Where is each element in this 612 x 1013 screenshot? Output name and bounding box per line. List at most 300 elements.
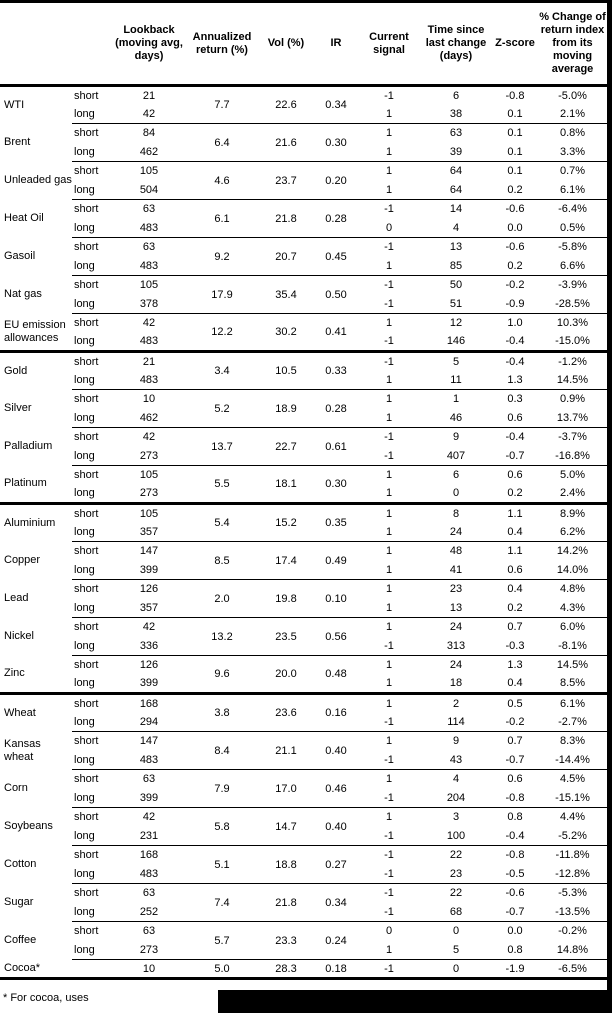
pct-change-cell: 14.8% [556, 943, 589, 956]
annualized-return-cell: 5.1 [186, 846, 258, 884]
pct-change-cell: -6.5% [538, 960, 607, 979]
signal-cell: 1 [385, 525, 393, 538]
leg-cell: long [74, 829, 95, 842]
zscore-cell: -0.6 [492, 238, 538, 257]
pct-change-cell: 14.0% [556, 563, 589, 576]
lookback-cell: 273 [139, 449, 159, 462]
commodity-name-cell: Cocoa* [4, 961, 41, 974]
annualized-return-cell: 5.7 [186, 922, 258, 960]
pct-change-cell: -15.0% [555, 335, 590, 348]
leg-cell: long [74, 791, 95, 804]
pct-change-cell: 6.0% [538, 618, 607, 637]
lookback-cell: 504 [139, 183, 159, 196]
time-since-change-cell: 68 [449, 905, 463, 918]
leg-cell: short [72, 124, 112, 143]
lookback-cell: 42 [112, 808, 186, 827]
time-since-change-cell: 24 [420, 618, 492, 637]
signal-cell: 1 [358, 542, 420, 561]
lookback-cell: 294 [139, 715, 159, 728]
annualized-return-cell: 12.2 [186, 314, 258, 352]
leg-cell: short [72, 580, 112, 599]
signal-cell: 1 [385, 411, 393, 424]
commodity-name-cell: WTI [0, 86, 72, 124]
zscore-cell: 1.1 [492, 542, 538, 561]
commodity-name-cell: Copper [4, 554, 41, 566]
zscore-cell: 0.7 [492, 732, 538, 751]
leg-cell: long [74, 297, 95, 310]
pct-change-cell: -28.5% [555, 297, 590, 310]
table-row [0, 238, 607, 257]
leg-cell: short [72, 732, 112, 751]
signal-cell: 1 [385, 943, 393, 956]
signal-cell: -1 [358, 86, 420, 105]
vol-cell: 20.7 [258, 238, 314, 276]
signal-cell: 1 [358, 124, 420, 143]
time-since-change-cell: 41 [449, 563, 463, 576]
time-since-change-cell: 0 [420, 922, 492, 941]
lookback-cell: 399 [139, 677, 159, 690]
signal-cell: 1 [358, 694, 420, 713]
time-since-change-cell: 85 [449, 259, 463, 272]
pct-change-cell: 6.1% [538, 694, 607, 713]
signal-cell: 1 [358, 504, 420, 523]
time-since-change-cell: 63 [420, 124, 492, 143]
lookback-cell: 84 [112, 124, 186, 143]
leg-cell: long [74, 753, 95, 766]
leg-cell: long [74, 373, 95, 386]
lookback-cell: 42 [112, 428, 186, 447]
leg-cell: long [74, 601, 95, 614]
annualized-return-cell: 7.4 [186, 884, 258, 922]
leg-cell: short [72, 162, 112, 181]
time-since-change-cell: 114 [447, 715, 465, 728]
signal-cell: 1 [358, 656, 420, 675]
redacted-block [218, 990, 612, 1013]
pct-change-cell: 8.3% [538, 732, 607, 751]
pct-change-cell: 0.8% [538, 124, 607, 143]
table-row [0, 428, 607, 447]
ir-cell: 0.16 [314, 694, 358, 732]
pct-change-cell: 6.1% [559, 183, 586, 196]
signal-cell: -1 [384, 905, 394, 918]
zscore-cell: -0.3 [505, 639, 525, 652]
table-row [0, 808, 607, 827]
annualized-return-cell: 5.8 [186, 808, 258, 846]
ir-cell: 0.24 [314, 922, 358, 960]
zscore-cell: 0.0 [492, 922, 538, 941]
header-annualized-return: Annualized return (%) [186, 2, 258, 86]
pct-change-cell: -15.1% [555, 791, 590, 804]
table-row [0, 656, 607, 675]
zscore-cell: -0.4 [505, 829, 525, 842]
pct-change-cell: -3.9% [538, 276, 607, 295]
time-since-change-cell: 5 [452, 943, 460, 956]
time-since-change-cell: 5 [420, 352, 492, 371]
lookback-cell: 168 [112, 694, 186, 713]
zscore-cell: 0.2 [507, 487, 523, 500]
table-row [0, 390, 607, 409]
leg-cell: long [74, 145, 95, 158]
lookback-cell: 126 [112, 656, 186, 675]
leg-cell: long [74, 677, 95, 690]
leg-cell: short [72, 314, 112, 333]
zscore-cell: -0.4 [492, 428, 538, 447]
signal-cell: -1 [358, 352, 420, 371]
table-row [0, 770, 607, 789]
commodity-name-cell: Unleaded gas [4, 174, 72, 186]
lookback-cell: 483 [139, 259, 159, 272]
signal-cell: 1 [385, 677, 393, 690]
lookback-cell: 105 [112, 162, 186, 181]
zscore-cell: -0.2 [492, 276, 538, 295]
pct-change-cell: 14.5% [556, 373, 589, 386]
signal-cell: 1 [385, 183, 393, 196]
header-zscore: Z-score [492, 2, 538, 86]
table-row [0, 162, 607, 181]
leg-cell: short [72, 694, 112, 713]
pct-change-cell: 4.3% [559, 601, 586, 614]
ir-cell: 0.45 [314, 238, 358, 276]
commodity-name-cell: EU emission allowances [4, 318, 66, 344]
signal-cell: 1 [358, 390, 420, 409]
time-since-change-cell: 3 [420, 808, 492, 827]
pct-change-cell: -13.5% [555, 905, 590, 918]
vol-cell: 20.0 [258, 656, 314, 694]
time-since-change-cell: 43 [449, 753, 463, 766]
signal-cell: 1 [385, 259, 393, 272]
lookback-cell: 126 [112, 580, 186, 599]
table-row [0, 200, 607, 219]
lookback-cell: 462 [139, 411, 159, 424]
lookback-cell: 462 [139, 145, 159, 158]
lookback-cell: 63 [112, 884, 186, 903]
footnote-strip [0, 988, 612, 1013]
table-row [0, 276, 607, 295]
leg-cell: long [74, 221, 95, 234]
lookback-cell: 147 [112, 542, 186, 561]
time-since-change-cell: 9 [420, 732, 492, 751]
annualized-return-cell: 6.4 [186, 124, 258, 162]
commodity-name-cell: Corn [4, 782, 28, 794]
time-since-change-cell: 23 [449, 867, 463, 880]
header-current-signal: Current signal [358, 2, 420, 86]
lookback-cell: 21 [112, 86, 186, 105]
header-ir: IR [314, 2, 358, 86]
pct-change-cell: 5.0% [538, 466, 607, 485]
signal-cell: 1 [358, 162, 420, 181]
leg-cell: short [72, 428, 112, 447]
signal-cell: 1 [385, 145, 393, 158]
pct-change-cell: 6.6% [559, 259, 586, 272]
commodity-name-cell: Gasoil [4, 250, 36, 262]
lookback-cell: 42 [142, 107, 156, 120]
pct-change-cell: -5.0% [538, 86, 607, 105]
ir-cell: 0.40 [314, 732, 358, 770]
signal-cell: 1 [385, 563, 393, 576]
signal-cell: 1 [358, 314, 420, 333]
signal-cell: -1 [358, 238, 420, 257]
table-row [0, 884, 607, 903]
table-row [0, 694, 607, 713]
leg-cell: long [74, 183, 95, 196]
ir-cell: 0.33 [314, 352, 358, 390]
leg-cell: short [72, 352, 112, 371]
leg-cell: short [72, 922, 112, 941]
leg-cell: short [72, 542, 112, 561]
pct-change-cell: 6.2% [559, 525, 586, 538]
signal-cell: -1 [384, 449, 394, 462]
signal-cell: -1 [384, 335, 394, 348]
ir-cell: 0.40 [314, 808, 358, 846]
table-row [0, 504, 607, 523]
annualized-return-cell: 5.4 [186, 504, 258, 542]
vol-cell: 35.4 [258, 276, 314, 314]
leg-cell: short [72, 846, 112, 865]
zscore-cell: 0.1 [492, 124, 538, 143]
lookback-cell: 483 [139, 221, 159, 234]
zscore-cell: 0.1 [492, 162, 538, 181]
ir-cell: 0.50 [314, 276, 358, 314]
signal-cell: 1 [358, 618, 420, 637]
time-since-change-cell: 22 [420, 884, 492, 903]
signal-cell: 0 [358, 922, 420, 941]
zscore-cell: 0.6 [492, 770, 538, 789]
zscore-cell: 1.3 [507, 373, 523, 386]
vol-cell: 17.4 [258, 542, 314, 580]
time-since-change-cell: 12 [420, 314, 492, 333]
signal-cell: -1 [358, 428, 420, 447]
vol-cell: 21.6 [258, 124, 314, 162]
time-since-change-cell: 48 [420, 542, 492, 561]
signal-cell: 1 [358, 770, 420, 789]
table-row [0, 124, 607, 143]
pct-change-cell: 2.1% [559, 107, 586, 120]
time-since-change-cell: 1 [420, 390, 492, 409]
time-since-change-cell: 24 [420, 656, 492, 675]
zscore-cell: 1.0 [492, 314, 538, 333]
signal-cell: -1 [384, 753, 394, 766]
pct-change-cell: -11.8% [538, 846, 607, 865]
pct-change-cell: 8.5% [559, 677, 586, 690]
leg-cell: long [74, 563, 95, 576]
commodity-name-cell: Cotton [4, 858, 37, 870]
zscore-cell: -0.9 [505, 297, 525, 310]
table-row [0, 732, 607, 751]
signal-cell: 1 [358, 732, 420, 751]
commodity-name-cell: Gold [0, 352, 72, 390]
signal-cell: 0 [385, 221, 393, 234]
header-time-since-change: Time since last change (days) [420, 2, 492, 86]
lookback-cell: 357 [139, 601, 159, 614]
lookback-cell: 105 [112, 276, 186, 295]
vol-cell: 22.6 [258, 86, 314, 124]
lookback-cell: 42 [112, 618, 186, 637]
ir-cell: 0.34 [314, 86, 358, 124]
annualized-return-cell: 7.7 [186, 86, 258, 124]
zscore-cell: 0.4 [507, 525, 523, 538]
vol-cell: 14.7 [258, 808, 314, 846]
signal-cell: -1 [358, 846, 420, 865]
signal-cell: -1 [358, 276, 420, 295]
table-row [0, 960, 607, 979]
annualized-return-cell: 2.0 [186, 580, 258, 618]
ir-cell: 0.46 [314, 770, 358, 808]
table-body [0, 86, 607, 979]
leg-cell: short [72, 276, 112, 295]
pct-change-cell: -14.4% [555, 753, 590, 766]
zscore-cell: -0.8 [492, 86, 538, 105]
leg-cell: short [72, 808, 112, 827]
leg-cell: short [72, 86, 112, 105]
lookback-cell: 10 [112, 960, 186, 979]
header-row [0, 2, 607, 86]
time-since-change-cell: 11 [450, 373, 462, 386]
zscore-cell: 0.1 [507, 145, 523, 158]
pct-change-cell: -6.4% [538, 200, 607, 219]
pct-change-cell: -12.8% [555, 867, 590, 880]
ir-cell: 0.30 [314, 124, 358, 162]
pct-change-cell: 0.9% [538, 390, 607, 409]
time-since-change-cell: 64 [449, 183, 463, 196]
header-vol: Vol (%) [258, 2, 314, 86]
lookback-cell: 63 [112, 200, 186, 219]
lookback-cell: 10 [112, 390, 186, 409]
signal-cell: -1 [384, 791, 394, 804]
vol-cell: 23.6 [258, 694, 314, 732]
time-since-change-cell: 0 [452, 487, 460, 500]
annualized-return-cell: 3.8 [186, 694, 258, 732]
signal-cell: 1 [385, 487, 393, 500]
time-since-change-cell: 18 [449, 677, 463, 690]
annualized-return-cell: 13.7 [186, 428, 258, 466]
commodity-name-cell: Brent [4, 136, 31, 148]
pct-change-cell: -0.2% [538, 922, 607, 941]
pct-change-cell: -5.8% [538, 238, 607, 257]
zscore-cell: 0.8 [507, 943, 523, 956]
time-since-change-cell: 6 [420, 86, 492, 105]
ir-cell: 0.48 [314, 656, 358, 694]
commodity-name-cell: Nickel [4, 630, 34, 642]
ir-cell: 0.49 [314, 542, 358, 580]
annualized-return-cell: 5.0 [186, 960, 258, 979]
annualized-return-cell: 6.1 [186, 200, 258, 238]
time-since-change-cell: 22 [420, 846, 492, 865]
annualized-return-cell: 4.6 [186, 162, 258, 200]
leg-cell: long [74, 335, 95, 348]
commodity-name-cell: Silver [4, 402, 32, 414]
zscore-cell: -0.6 [492, 884, 538, 903]
annualized-return-cell: 8.5 [186, 542, 258, 580]
commodity-name-cell: Palladium [4, 440, 53, 452]
commodity-name-cell: Heat Oil [4, 212, 44, 224]
pct-change-cell: -8.1% [558, 639, 587, 652]
leg-cell [72, 960, 112, 979]
ir-cell: 0.35 [314, 504, 358, 542]
leg-cell: long [74, 259, 95, 272]
annualized-return-cell: 9.2 [186, 238, 258, 276]
zscore-cell: 0.6 [507, 563, 523, 576]
time-since-change-cell: 39 [449, 145, 463, 158]
time-since-change-cell: 64 [420, 162, 492, 181]
leg-cell: short [72, 238, 112, 257]
vol-cell: 19.8 [258, 580, 314, 618]
pct-change-cell: 4.4% [538, 808, 607, 827]
time-since-change-cell: 46 [449, 411, 463, 424]
vol-cell: 23.7 [258, 162, 314, 200]
zscore-cell: 0.2 [507, 183, 523, 196]
pct-change-cell: 0.7% [538, 162, 607, 181]
lookback-cell: 63 [112, 238, 186, 257]
annualized-return-cell: 9.6 [186, 656, 258, 694]
lookback-cell: 252 [139, 905, 159, 918]
vol-cell: 15.2 [258, 504, 314, 542]
lookback-cell: 273 [139, 943, 159, 956]
time-since-change-cell: 204 [446, 791, 466, 804]
commodity-name-cell: Sugar [4, 896, 34, 908]
vol-cell: 21.8 [258, 884, 314, 922]
zscore-cell: 0.6 [492, 466, 538, 485]
time-since-change-cell: 6 [420, 466, 492, 485]
zscore-cell: -0.7 [505, 449, 525, 462]
time-since-change-cell: 24 [449, 525, 463, 538]
zscore-cell: -0.2 [505, 715, 525, 728]
signal-cell: -1 [358, 884, 420, 903]
signal-cell: -1 [358, 960, 420, 979]
table-row [0, 542, 607, 561]
vol-cell: 10.5 [258, 352, 314, 390]
lookback-cell: 21 [112, 352, 186, 371]
time-since-change-cell: 4 [420, 770, 492, 789]
commodity-name-cell: Aluminium [0, 504, 72, 542]
ir-cell: 0.28 [314, 390, 358, 428]
zscore-cell: 0.8 [492, 808, 538, 827]
zscore-cell: -0.6 [492, 200, 538, 219]
pct-change-cell: 3.3% [559, 145, 586, 158]
lookback-cell: 483 [139, 867, 159, 880]
pct-change-cell: 4.8% [538, 580, 607, 599]
pct-change-cell: 10.3% [538, 314, 607, 333]
table-row [0, 466, 607, 485]
pct-change-cell: 14.2% [538, 542, 607, 561]
leg-cell: long [74, 411, 95, 424]
vol-cell: 23.5 [258, 618, 314, 656]
zscore-cell: 0.2 [507, 259, 523, 272]
time-since-change-cell: 407 [446, 449, 466, 462]
time-since-change-cell: 2 [420, 694, 492, 713]
ir-cell: 0.20 [314, 162, 358, 200]
vol-cell: 21.1 [258, 732, 314, 770]
signal-cell: 1 [358, 580, 420, 599]
annualized-return-cell: 7.9 [186, 770, 258, 808]
annualized-return-cell: 5.2 [186, 390, 258, 428]
signal-cell: 1 [358, 466, 420, 485]
lookback-cell: 399 [139, 791, 159, 804]
table-row [0, 580, 607, 599]
lookback-cell: 357 [139, 525, 159, 538]
vol-cell: 21.8 [258, 200, 314, 238]
leg-cell: short [72, 200, 112, 219]
lookback-cell: 273 [139, 487, 159, 500]
vol-cell: 28.3 [258, 960, 314, 979]
lookback-cell: 105 [112, 504, 186, 523]
leg-cell: short [72, 466, 112, 485]
table-row [0, 352, 607, 371]
zscore-cell: -0.5 [505, 867, 525, 880]
time-since-change-cell: 100 [446, 829, 466, 842]
time-since-change-cell: 13 [449, 601, 463, 614]
ir-cell: 0.30 [314, 466, 358, 504]
pct-change-cell: -2.7% [558, 715, 587, 728]
